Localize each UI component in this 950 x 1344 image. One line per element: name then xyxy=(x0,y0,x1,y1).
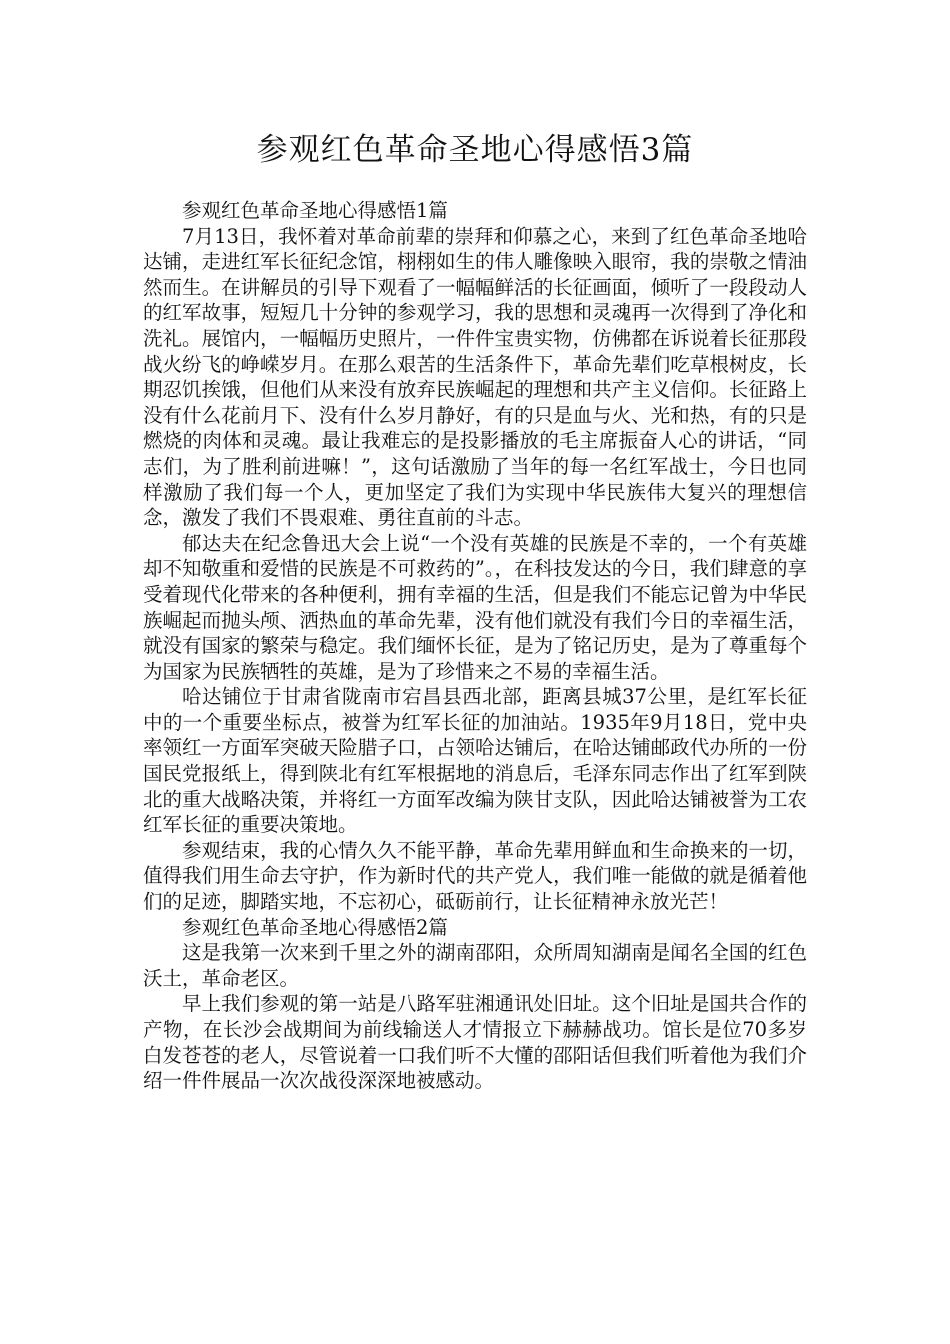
document-title: 参观红色革命圣地心得感悟3篇 xyxy=(256,132,694,168)
paragraph: 参观结束，我的心情久久不能平静，革命先辈用鲜血和生命换来的一切，值得我们用生命去守护，作为新时代的共产党人，我们唯一能做的就是循着他们的足迹，脚踏实地，不忘初心，砥砺前行，让长征精神永放光芒！ xyxy=(143,838,807,914)
paragraph: 哈达铺位于甘肃省陇南市宕昌县西北部，距离县城37公里，是红军长征中的一个重要坐标点，被誉为红军长征的加油站。1935年9月18日，党中央率领红一方面军突破天险腊子口，占领哈达铺后，在哈达铺邮政代办所的一份国民党报纸上，得到陕北有红军根据地的消息后，毛泽东同志作出了红军到陕北的重大战略决策，并将红一方面军改编为陕甘支队，因此哈达铺被誉为工农红军长征的重要决策地。 xyxy=(143,685,807,837)
paragraph: 早上我们参观的第一站是八路军驻湘通讯处旧址。这个旧址是国共合作的产物，在长沙会战期间为前线输送人才情报立下赫赫战功。馆长是位70多岁白发苍苍的老人，尽管说着一口我们听不大懂的邵阳话但我们听着他为我们介绍一件件展品一次次战役深深地被感动。 xyxy=(143,992,807,1093)
section-heading-2: 参观红色革命圣地心得感悟2篇 xyxy=(182,915,448,939)
paragraph: 郁达夫在纪念鲁迅大会上说“一个没有英雄的民族是不幸的，一个有英雄却不知敬重和爱惜的民族是不可救药的”。，在科技发达的今日，我们肆意的享受着现代化带来的各种便利，拥有幸福的生活，但是我们不能忘记曾为中华民族崛起而抛头颅、洒热血的革命先辈，没有他们就没有我们今日的幸福生活，就没有国家的繁荣与稳定。我们缅怀长征，是为了铭记历史，是为了尊重每个为国家为民族牺牲的英雄，是为了珍惜来之不易的幸福生活。 xyxy=(143,531,807,683)
paragraph: 7月13日，我怀着对革命前辈的崇拜和仰慕之心，来到了红色革命圣地哈达铺，走进红军长征纪念馆，栩栩如生的伟人雕像映入眼帘，我的崇敬之情油然而生。在讲解员的引导下观看了一幅幅鲜活的长征画面，倾听了一段段动人的红军故事，短短几十分钟的参观学习，我的思想和灵魂再一次得到了净化和洗礼。展馆内，一幅幅历史照片，一件件宝贵实物，仿佛都在诉说着长征那段战火纷飞的峥嵘岁月。在那么艰苦的生活条件下，革命先辈们吃草根树皮，长期忍饥挨饿，但他们从来没有放弃民族崛起的理想和共产主义信仰。长征路上没有什么花前月下、没有什么岁月静好，有的只是血与火、光和热，有的只是燃烧的肉体和灵魂。最让我难忘的是投影播放的毛主席振奋人心的讲话，“同志们，为了胜利前进嘛！”，这句话激励了当年的每一名红军战士，今日也同样激励了我们每一个人，更加坚定了我们为实现中华民族伟大复兴的理想信念，激发了我们不畏艰难、勇往直前的斗志。 xyxy=(143,224,807,530)
section-heading-1: 参观红色革命圣地心得感悟1篇 xyxy=(182,199,448,222)
document-body xyxy=(143,198,807,1094)
paragraph: 这是我第一次来到千里之外的湖南邵阳，众所周知湖南是闻名全国的红色沃土，革命老区。 xyxy=(143,941,807,990)
